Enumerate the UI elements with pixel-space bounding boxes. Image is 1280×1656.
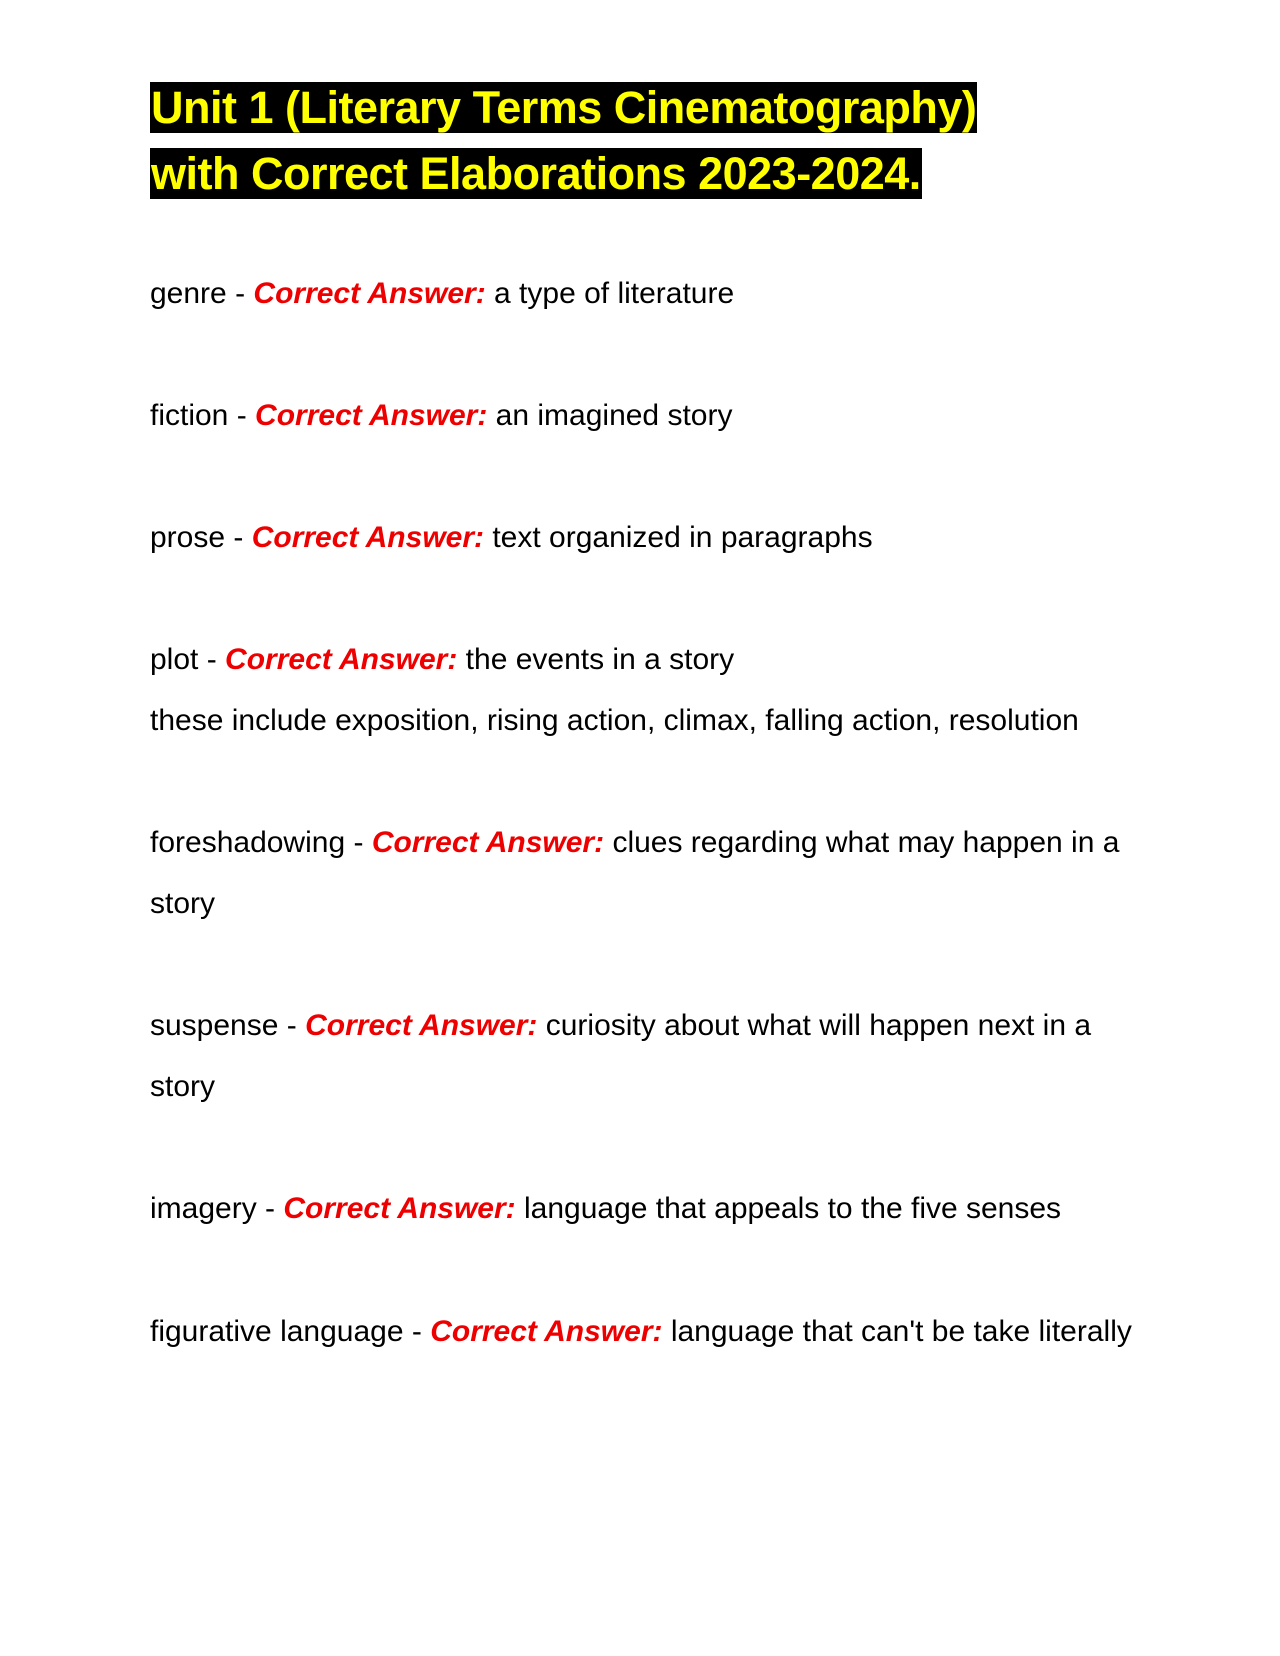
definition: an imagined story — [495, 399, 733, 432]
term: fiction — [150, 399, 229, 432]
document-title — [150, 75, 1080, 207]
separator: - — [226, 277, 254, 310]
term-entry-figurative-language — [150, 1301, 1140, 1362]
answer-label: Correct Answer: — [253, 277, 486, 310]
separator: - — [198, 643, 226, 676]
separator: - — [345, 826, 372, 859]
term-entry-prose — [150, 507, 1140, 568]
term-entry-genre — [150, 263, 1140, 324]
separator: - — [403, 1315, 431, 1348]
separator: - — [225, 521, 252, 554]
answer-label: Correct Answer: — [305, 1009, 538, 1042]
answer-label: Correct Answer: — [255, 399, 488, 432]
term: suspense — [150, 1009, 279, 1042]
answer-label: Correct Answer: — [283, 1192, 516, 1225]
term: genre — [150, 277, 227, 310]
separator: - — [256, 1192, 284, 1225]
answer-label: Correct Answer: — [430, 1315, 663, 1348]
separator: - — [278, 1009, 306, 1042]
definition: language that appeals to the five senses — [524, 1192, 1062, 1225]
definition-extra: these include exposition, rising action, climax, falling action, resolution — [150, 704, 1079, 737]
term-entry-imagery — [150, 1178, 1140, 1239]
definition: curiosity about what will happen next in a story — [150, 1009, 1092, 1103]
term: imagery — [150, 1192, 257, 1225]
term: prose — [150, 521, 226, 554]
term: figurative language — [150, 1315, 404, 1348]
answer-label: Correct Answer: — [251, 521, 484, 554]
term: plot — [150, 643, 199, 676]
term: foreshadowing — [150, 826, 346, 859]
term-entry-foreshadowing — [150, 812, 1140, 934]
separator: - — [228, 399, 256, 432]
definition: clues regarding what may happen in a story — [150, 826, 1120, 920]
term-entry-plot — [150, 629, 1140, 751]
definition: a type of literature — [494, 277, 735, 310]
title-line-1: Unit 1 (Literary Terms Cinematography) — [151, 82, 977, 133]
term-entry-suspense — [150, 995, 1140, 1117]
title-line-2: with Correct Elaborations 2023-2024. — [151, 148, 921, 199]
definition: language that can't be take literally — [670, 1315, 1132, 1348]
answer-label: Correct Answer: — [225, 643, 458, 676]
definition: text organized in paragraphs — [492, 521, 873, 554]
term-entry-fiction — [150, 385, 1140, 446]
answer-label: Correct Answer: — [371, 826, 605, 859]
definition: the events in a story — [465, 643, 735, 676]
